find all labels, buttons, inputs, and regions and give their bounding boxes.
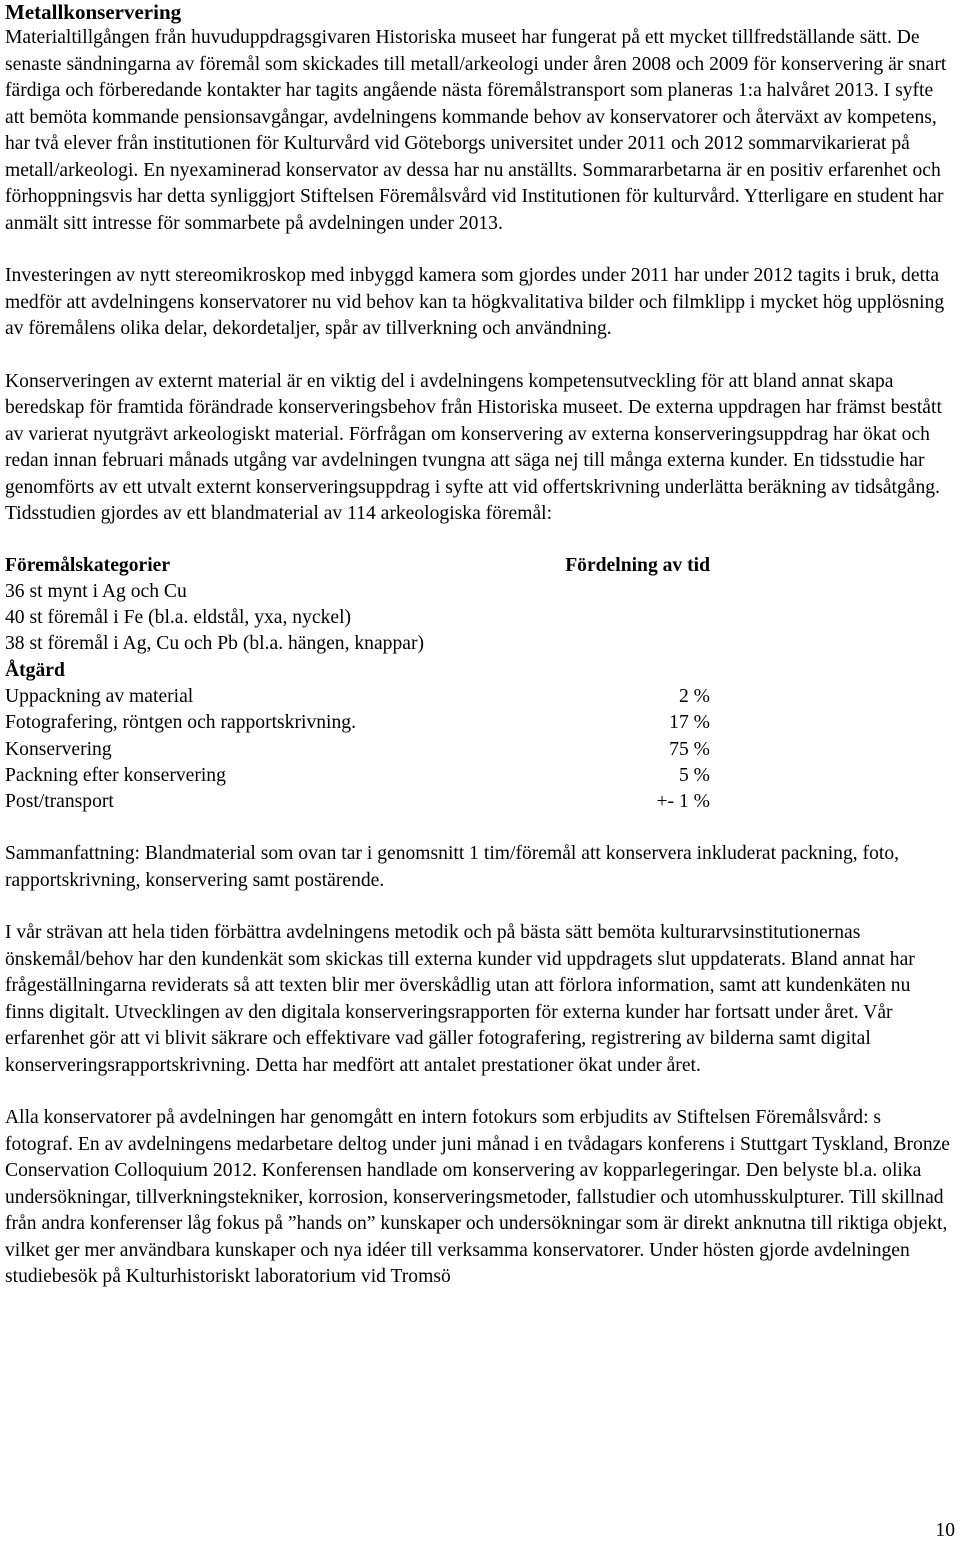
category-label: 40 st föremål i Fe (bl.a. eldstål, yxa, nyckel) [5, 607, 352, 629]
table-row [5, 789, 710, 815]
paragraph-stereomikroskop: Investeringen av nytt stereomikroskop med inbyggd kamera som gjordes under 2011 har under 2012 tagits i bruk, detta medför att avdelningens konservatorer nu vid behov kan ta högkvalitativa bilder och filmklipp i mycket hög upplösning av föremålens olika delar, dekordetaljer, spår av tillverkning och användning. [5, 265, 945, 339]
action-label: Packning efter konservering [5, 764, 226, 786]
time-study-table [5, 553, 710, 816]
paragraph-metodik: I vår strävan att hela tiden förbättra avdelningens metodik och på bästa sätt bemöta kulturarvsinstitutionernas önskemål/behov har den kundenkät som skickas till externa kunder vid uppdragets slut uppdaterats. Bland annat har frågeställningarna reviderats så att texten blir mer överskådlig utan att förlora information, samt att kundenkäten nu finns digitalt. Utvecklingen av den digitala konserveringsrapporten för externa kunder har fortsatt under året. Vår erfarenhet gör att vi blivit säkrare och effektivare vad gäller fotografering, registrering av bilderna samt digital konserveringsrapportskrivning. Detta har medfört att antalet prestationer ökat under året. [5, 922, 915, 1076]
action-value: +- 1 % [656, 791, 710, 813]
section-title: Metallkonservering [5, 0, 182, 24]
paragraph-fotokurs: Alla konservatorer på avdelningen har genomgått en intern fotokurs som erbjudits av Stiftelsen Föremålsvård: s fotograf. En av avdelningens medarbetare deltog under juni månad i en tvådagars konferens i Stuttgart Tyskland, Bronze Conservation Colloquium 2012. Konferensen handlade om konservering av kopparlegeringar. Den belyste bl.a. olika undersökningar, tillverkningstekniker, korrosion, konserveringsmetoder, fallstudier och utomhusskulpturer. Till skillnad från andra konferenser låg fokus på ”hands on” kunskaper och undersökningar som är direkt anknutna till riktiga objekt, vilket ger mer användbara kunskaper och nya idéer till verksamma konservatorer. Under hösten gjorde avdelningen studiebesök på Kulturhistoriskt laboratorium vid Tromsö [5, 1107, 951, 1288]
page-number: 10 [935, 1520, 955, 1541]
action-value: 2 % [678, 685, 710, 707]
table-header-distribution: Fördelning av tid [565, 554, 710, 576]
action-label: Fotografering, röntgen och rapportskrivning. [5, 712, 356, 734]
paragraph-externt-material: Konserveringen av externt material är en viktig del i avdelningens kompetensutveckling för att bland annat skapa beredskap för framtida förändrade konserveringsbehov från Historiska museet. De externa uppdragen har främst bestått av varierat nyutgrävt arkeologiskt material. Förfrågan om konservering av externa konserveringsuppdrag har ökat och redan innan februari månads utgång var avdelningen tvungna att säga nej till många externa kunder. En tidsstudie har genomförts av ett utvalt externt konserveringsuppdrag i syfte att vid offertskrivning underlätta beräkning av tidsåtgång. Tidsstudien gjordes av ett blandmaterial av 114 arkeologiska föremål: [5, 370, 942, 524]
paragraph-sammanfattning: Sammanfattning: Blandmaterial som ovan tar i genomsnitt 1 tim/föremål att konservera inkluderat packning, foto, rapportskrivning, konservering samt postärende. [5, 843, 900, 891]
paragraph-materialtillgang: Materialtillgången från huvuduppdragsgivaren Historiska museet har fungerat på ett mycket tillfredställande sätt. De senaste sändningarna av föremål som skickades till metall/arkeologi under åren 2008 och 2009 för konservering är snart färdiga och förberedande kontakter har tagits angående nästa föremålstransport som planeras 1:a halvåret 2013. I syfte att bemöta kommande pensionsavgångar, avdelningens kommande behov av konservatorer och återväxt av kompetens, har två elever från institutionen för Kulturvård vid Göteborgs universitet under 2011 och 2012 sommarvikarierat på metall/arkeologi. En nyexaminerad konservator av dessa har nu anställts. Sommararbetarna är en positiv erfarenhet och förhoppningsvis har detta synliggjort Stiftelsen Föremålsvård vid Institutionen för kulturvård. Ytterligare en student har anmält sitt intresse för sommarbete på avdelningen under 2013. [5, 27, 947, 234]
table-row [5, 684, 710, 710]
action-value: 75 % [669, 738, 710, 760]
action-value: 5 % [678, 764, 710, 786]
document-page [5, 0, 953, 1291]
category-row [5, 631, 710, 657]
action-label: Konservering [5, 738, 112, 760]
action-heading-row [5, 658, 710, 684]
action-label: Uppackning av material [5, 685, 194, 707]
action-label: Post/transport [5, 791, 114, 813]
category-label: 38 st föremål i Ag, Cu och Pb (bl.a. hängen, knappar) [5, 633, 424, 655]
table-row [5, 710, 710, 736]
category-label: 36 st mynt i Ag och Cu [5, 580, 187, 602]
action-heading: Åtgärd [5, 659, 65, 681]
table-header-row [5, 553, 710, 579]
table-row [5, 737, 710, 763]
category-row [5, 579, 710, 605]
category-row [5, 605, 710, 631]
table-row [5, 763, 710, 789]
action-value: 17 % [669, 712, 710, 734]
table-header-categories: Föremålskategorier [5, 554, 171, 576]
